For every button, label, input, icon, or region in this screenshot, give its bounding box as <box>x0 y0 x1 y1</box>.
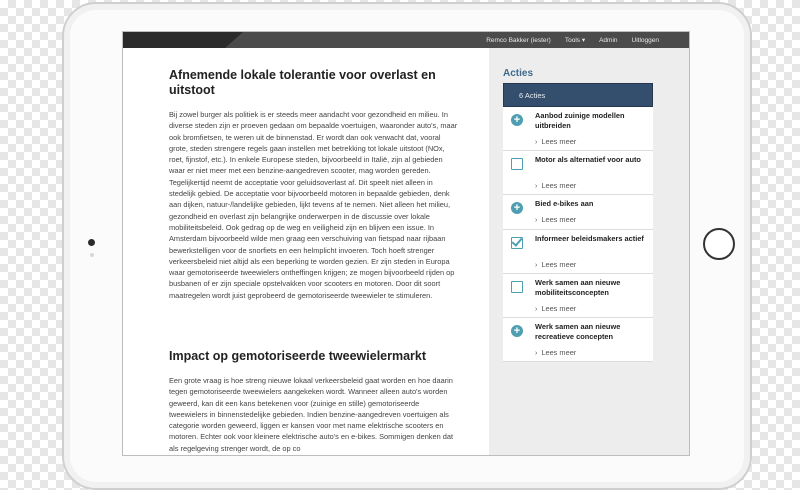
read-more-link[interactable]: › Lees meer <box>535 304 577 313</box>
navbar-brand-wedge <box>123 32 243 48</box>
article-subtitle: Impact op gemotoriseerde tweewielermarkt <box>169 349 427 363</box>
home-button[interactable] <box>703 228 735 260</box>
user-menu-link[interactable]: Remco Bakker (iester) <box>486 36 551 44</box>
action-label: Bied e-bikes aan <box>535 199 594 208</box>
article-paragraph-2: Een grote vraag is hoe streng nieuwe lokaal verkeersbeleid gaat worden en hoe daarin tegen gemotoriseerde tweewielers aangekeken wordt. Wanneer alleen auto's worden geweerd, kan dit een kans betekenen voor (zuinige en stille) gemotoriseerde tweewielers in binnenstedelijke gebieden. Indien benzine-aangedreven voertuigen als categorie worden geweerd, liggen er kansen voor met name elektrische scooters en motoren. Echter ook voor kleinere elektrische auto's en e-bikes. Sommigen denken dat als regelgeving strenger wordt, de op co <box>169 376 454 453</box>
read-more-link[interactable]: › Lees meer <box>535 348 577 357</box>
camera-icon <box>88 239 95 246</box>
read-more-link[interactable]: › Lees meer <box>535 260 577 269</box>
checkbox-checked-icon[interactable] <box>511 237 523 249</box>
action-item <box>503 195 653 230</box>
tools-menu-link[interactable]: Tools ▾ <box>564 37 586 44</box>
chevron-right-icon: › <box>535 183 538 190</box>
plus-circle-icon[interactable]: + <box>511 325 523 337</box>
plus-circle-icon[interactable]: + <box>511 202 523 214</box>
action-label: Werk samen aan nieuwe mobiliteitsconcepten <box>535 278 621 297</box>
chevron-right-icon: › <box>535 139 538 146</box>
article-paragraph-1: Bij zowel burger als politiek is er steeds meer aandacht voor gezondheid en milieu. In diverse steden zijn er proeven gedaan om bepaalde voertuigen, waaronder auto's, maar ook bromfietsen, te weren uit de binnenstad. Er wordt dan ook verwacht dat, vooral grote, steden strengere regels gaan instellen met betrekking tot lokale uitstoot (NOx, roet, fijnstof, etc.). In enkele Europese steden, bijvoorbeeld in Italië, zijn al gebieden waar er niet meer met een benzine-aangedreven scooter, mag worden gereden. Tegelijkertijd neemt de acceptatie voor geluidsoverlast af. Dit speelt niet alleen in stedelijk gebied. De acceptatie voor bijvoorbeeld motoren in bepaalde gebieden, denk aan dijken, natuur-/landelijke gebieden, lijkt tevens af te nemen. Niet alleen het milieu, gezondheid en overlast zijn belangrijke onderwerpen in de discussie over lokale mobiliteitsbeleid. Ook gedrag op de weg en veiligheid zijn en blijven een issue. In Amsterdam bijvoorbeeld wilde men graag een verschuiving van fietspad naar rijbaan bewerkstelligen voor de snorfiets en een helmplicht invoeren. Toch hoeft strenger verkeersbeleid niet altijd als een beperking te worden gezien. Er zijn steden in Europa waar gemotoriseerde tweewielers ontheffingen krijgen; ze mogen bijvoorbeeld rijden op busbanen of er zijn speciale opstelvakken voor scooters en motoren. Door dit soort maatregelen wordt juist geprobeerd de gemotoriseerde tweewieler te stimuleren. <box>169 110 458 300</box>
chevron-right-icon: › <box>535 262 538 269</box>
chevron-right-icon: › <box>535 306 538 313</box>
action-item <box>503 151 653 195</box>
read-more-link[interactable]: › Lees meer <box>535 137 577 146</box>
plus-circle-icon[interactable]: + <box>511 114 523 126</box>
action-item <box>503 230 653 274</box>
logout-link[interactable]: Uitloggen <box>631 36 659 44</box>
chevron-right-icon: › <box>535 217 538 224</box>
action-label: Aanbod zuinige modellen uitbreiden <box>535 111 625 130</box>
article-panel <box>123 48 489 455</box>
sidebar-title: Acties <box>503 68 534 79</box>
action-item <box>503 318 653 362</box>
actions-list <box>503 83 653 362</box>
chevron-right-icon: › <box>535 350 538 357</box>
actions-count-header[interactable]: 6 Acties <box>503 83 653 107</box>
top-navbar <box>123 32 689 48</box>
sensor-dot <box>90 253 94 257</box>
read-more-link[interactable]: › Lees meer <box>535 181 577 190</box>
navbar-links <box>486 32 659 48</box>
action-item <box>503 274 653 318</box>
actions-sidebar <box>489 48 689 455</box>
read-more-link[interactable]: › Lees meer <box>535 215 577 224</box>
checkbox-empty-icon[interactable] <box>511 158 523 170</box>
article-title: Afnemende lokale tolerantie voor overlast en uitstoot <box>169 68 436 97</box>
action-label: Werk samen aan nieuwe recreatieve concepten <box>535 322 621 341</box>
screen <box>122 31 690 456</box>
admin-link[interactable]: Admin <box>599 36 618 44</box>
action-label: Informeer beleidsmakers actief <box>535 234 644 243</box>
checkbox-empty-icon[interactable] <box>511 281 523 293</box>
action-item <box>503 107 653 151</box>
action-label: Motor als alternatief voor auto <box>535 155 641 164</box>
